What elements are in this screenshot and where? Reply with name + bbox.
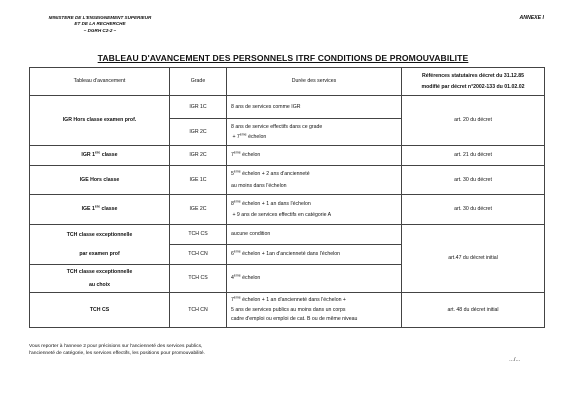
cell-duree [227, 293, 402, 328]
duree-line: 7ème échelon + 1 an d'ancienneté dans l'échelon + [231, 295, 346, 304]
cell-reference: art.47 du décret initial [402, 225, 545, 293]
promotion-table [29, 67, 545, 328]
cell-reference: art. 30 du décret [402, 195, 545, 225]
duree-line: cadre d'emploi ou emploi de cat. B ou de même niveau [231, 316, 358, 323]
cell-reference: art. 30 du décret [402, 166, 545, 195]
cell-grade: TCH CN [170, 293, 227, 328]
table-row [30, 225, 545, 245]
annex-label: ANNEXE I [519, 15, 544, 21]
table-row [30, 146, 545, 166]
header-duree: Durée des services [227, 68, 402, 96]
ministry-line-2: ET DE LA RECHERCHE [74, 21, 126, 27]
table-row [30, 96, 545, 119]
cell-tableau [30, 265, 170, 293]
duree-line: au moins dans l'échelon [231, 182, 287, 189]
duree-line: + 7ème échelon [232, 132, 267, 140]
cell-tableau: TCH CS [30, 293, 170, 328]
cell-grade: IGR 2C [170, 146, 227, 166]
cell-reference: art. 20 du décret [402, 96, 545, 146]
duree-line: 5ème échelon + 2 ans d'ancienneté [231, 169, 310, 177]
ministry-line-1: MINISTERE DE L'ENSEIGNEMENT SUPERIEUR [48, 15, 152, 20]
header-ref-line-1: Références statutaires décret du 31.12.85 [421, 73, 525, 79]
footer-line-2: l'ancienneté de catégorie, les services effectifs, les positions pour promouvabilité. [29, 351, 205, 357]
tableau-line: TCH classe exceptionnelle [66, 231, 133, 238]
cell-tableau [30, 225, 170, 265]
header-grade: Grade [170, 68, 227, 96]
cell-tableau: IGE 1ère classe [30, 195, 170, 225]
cell-duree: 8 ans de services comme IGR [227, 96, 402, 119]
table-row [30, 195, 545, 225]
ministry-line-3: – DGRH C2-2 – [83, 27, 117, 33]
cell-grade: IGE 1C [170, 166, 227, 195]
cell-grade: TCH CS [170, 265, 227, 293]
header-tableau: Tableau d'avancement [30, 68, 170, 96]
cell-grade: IGR 2C [170, 119, 227, 146]
tableau-line: par examen prof [79, 251, 120, 257]
cell-grade: TCH CS [170, 225, 227, 245]
cell-reference: art. 21 du décret [402, 146, 545, 166]
footer-note [29, 343, 205, 357]
header-ref-line-2: modifié par décret n°2002-133 du 01.02.02 [421, 83, 525, 90]
cell-reference: art. 48 du décret initial [402, 293, 545, 328]
cell-grade: IGE 2C [170, 195, 227, 225]
duree-line: 8 ans de service effectifs dans ce grade [231, 123, 323, 130]
cell-grade: TCH CN [170, 245, 227, 265]
duree-line: 8ème échelon + 1 an dans l'échelon [231, 198, 311, 207]
cell-duree [227, 195, 402, 225]
cell-grade: IGR 1C [170, 96, 227, 119]
tableau-line: TCH classe exceptionnelle [66, 269, 133, 275]
duree-line: + 9 ans de services effectifs en catégorie A [232, 212, 332, 218]
table-header-row [30, 68, 545, 96]
cell-tableau: IGE Hors classe [30, 166, 170, 195]
cell-duree [227, 166, 402, 195]
header-references [402, 68, 545, 96]
cell-duree: aucune condition [227, 225, 402, 245]
cell-duree: 6ème échelon + 1an d'ancienneté dans l'échelon [227, 245, 402, 265]
cell-duree: 7ème échelon [227, 146, 402, 166]
ministry-header [44, 15, 156, 34]
tableau-line: au choix [88, 281, 111, 288]
cell-duree: 4ème échelon [227, 265, 402, 293]
footer-line-1: Vous reporter à l'annexe 2 pour précisions sur l'ancienneté des services publics, [29, 344, 203, 349]
cell-tableau: IGR Hors classe examen prof. [30, 96, 170, 146]
cell-duree [227, 119, 402, 146]
cell-tableau: IGR 1ère classe [30, 146, 170, 166]
table-row [30, 166, 545, 195]
page-continuation: …/… [509, 357, 521, 363]
table-row [30, 293, 545, 328]
page-title: TABLEAU D'AVANCEMENT DES PERSONNELS ITRF CONDITIONS DE PROMOUVABILITE [97, 53, 469, 63]
duree-line: 5 ans de services publics au moins dans un corps [231, 306, 346, 313]
